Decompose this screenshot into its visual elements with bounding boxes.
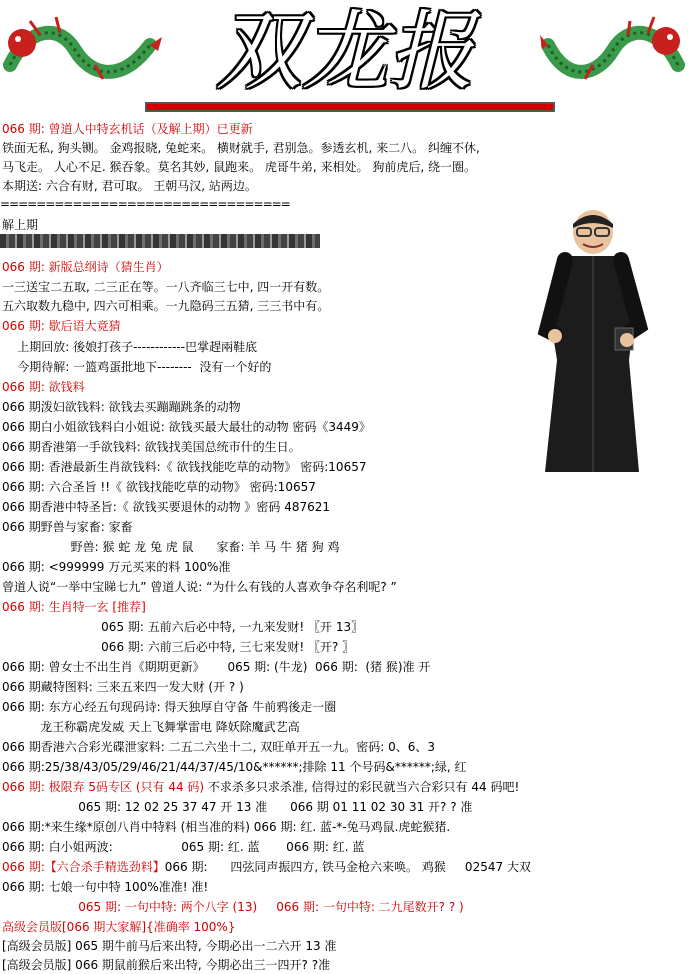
man-portrait-image — [535, 210, 653, 472]
zeng-quote: 曾道人说“一举中宝睇七九” 曾道人说: “为什么有钱的人喜欢争夺名利呢? ” — [2, 580, 397, 594]
zodiac-heading: 066 期: 生肖特一玄 [推荐] — [2, 600, 146, 614]
right-dragon-icon — [538, 5, 688, 120]
limit-line — [2, 778, 519, 796]
killer-heading: 066 期:【六合杀手精选劲料】 — [2, 860, 165, 874]
limit-results: 065 期: 12 02 25 37 47 开 13 准 066 期 01 11 02 30 31 开? ? 准 — [2, 800, 473, 814]
money-line-5: 066 期: 六合圣旨 !!《 欲钱找能吃草的动物》 密码:10657 — [2, 480, 316, 494]
vip-heading: 高级会员版[066 期大家解]{准确率 100%} — [2, 920, 236, 934]
update-heading: 066 期: 曾道人中特玄机话（及解上期）已更新 — [2, 122, 253, 136]
riddle-heading: 066 期: 歇后语大竟猜 — [2, 319, 121, 333]
eight-zodiac-line: 066 期:*来生缘*原创八肖中特料 (相当准的料) 066 期: 红. 蓝-*-兔马鸡鼠.虎蛇猴猪. — [2, 820, 451, 834]
riddle-current: 今期待解: 一篮鸡蛋批地下-------- 没有一个好的 — [2, 360, 272, 374]
one-sentence-line: 065 期: 一句中特: 两个八字 (13) 066 期: 一句中特: 二九尾数开? ? ) — [2, 900, 464, 914]
money-line-6: 066 期香港中特圣旨:《 欲钱买要退休的动物 》密码 487621 — [2, 500, 331, 514]
animals-heading: 066 期野兽与家畜: 家畜 — [2, 520, 133, 534]
zodiac-065: 065 期: 五前六后必中特, 一九来发财! 〖开 13〗 — [2, 620, 364, 634]
vip-line-1: [高级会员版] 065 期牛前马后来出特, 今期必出一二六开 13 准 — [2, 939, 337, 953]
limit-heading: 066 期: 极限弃 5码专区 (只有 44 码) — [2, 780, 205, 794]
hidden-picture-line: 066 期藏特图料: 三来五来四一发大财 (开 ? ) — [2, 680, 244, 694]
riddle-review: 上期回放: 後娘打孩子------------巴掌趕兩鞋底 — [2, 340, 258, 354]
limit-text: 不求杀多只求杀准, 信得过的彩民就当六合彩只有 44 码吧! — [204, 780, 520, 794]
zodiac-066: 066 期: 六前三后必中特, 三七来发财! 〖开? 〗 — [2, 640, 355, 654]
exclude-line: 066 期:25/38/43/05/29/46/21/44/37/45/10&******;排除 11 个号码&******;绿, 红 — [2, 760, 467, 774]
masthead — [0, 0, 688, 118]
money-line-2: 066 期白小姐欲钱料白小姐说: 欲钱买最大最壮的动物 密码《3449》 — [2, 420, 371, 434]
poem-line-2: 五六取数九稳中, 四六可相乘。一九隐码三五猜, 三三书中有。 — [2, 299, 330, 313]
last-issue-label: 解上期 — [2, 218, 39, 232]
million-line: 066 期: <999999 万元买来的料 100%准 — [2, 560, 231, 574]
left-dragon-icon — [0, 5, 170, 115]
riddle-line-3: 本期送: 六合有财, 君可取。 王朝马汉, 站两边。 — [2, 179, 257, 193]
poem-heading: 066 期: 新版总纲诗（猜生肖） — [2, 260, 169, 274]
vip-line-2: [高级会员版] 066 期鼠前猴后来出特, 今期必出三一四开? ?准 — [2, 958, 331, 972]
seven-lady-line: 066 期: 七娘一句中特 100%准准! 准! — [2, 880, 209, 894]
masthead-title: 双龙报 — [216, 2, 474, 102]
riddle-line-2: 马飞走。 人心不足. 猴吞象。莫名其妙, 鼠跑来。 虎哥牛弟, 来相处。 狗前虎后, 绕一圈。 — [2, 160, 476, 174]
separator: ================================ — [0, 200, 290, 211]
sutra-poem-2: 龙王称霸虎发威 天上飞舞掌雷电 降妖除魔武艺高 — [2, 720, 300, 734]
two-waves-line: 066 期: 白小姐两波: 065 期: 红. 蓝 066 期: 红. 蓝 — [2, 840, 365, 854]
ms-zeng-line: 066 期: 曾女士不出生肖《期期更新》 065 期: (牛龙) 066 期: (猪 猴)准 开 — [2, 660, 431, 674]
killer-line — [2, 858, 531, 876]
money-line-3: 066 期香港第一手欲钱料: 欲钱找美国总统市什的生日。 — [2, 440, 301, 454]
riddle-line-1: 铁面无私, 狗头铡。 金鸡报晓, 兔蛇来。 横财就手, 君别急。参透玄机, 来二八。 纠缠不休, — [2, 141, 480, 155]
masthead-underline — [145, 102, 555, 112]
animals-list: 野兽: 猴 蛇 龙 兔 虎 鼠 家畜: 羊 马 牛 猪 狗 鸡 — [2, 540, 340, 554]
killer-text: 066 期: 四弦同声振四方, 铁马金枪六来唤。 鸡猴 02547 大双 — [164, 860, 531, 874]
sutra-poem-1: 066 期: 东方心经五句现码诗: 得天独厚自守备 牛前鸦後走一圈 — [2, 700, 337, 714]
money-heading: 066 期: 欲钱料 — [2, 380, 85, 394]
obscured-text-bar — [0, 234, 320, 248]
poem-line-1: 一三送宝二五取, 二三正在等。一八齐临三七中, 四一开有数。 — [2, 280, 330, 294]
money-line-1: 066 期泼妇欲钱料: 欲钱去买蹦蹦跳条的动物 — [2, 400, 241, 414]
money-line-4: 066 期: 香港最新生肖欲钱料:《 欲钱找能吃草的动物》 密码:10657 — [2, 460, 367, 474]
disc-line: 066 期香港六合彩光碟泄家料: 二五二六坐十二, 双旺单开五一九。密码: 0、6、3 — [2, 740, 435, 754]
